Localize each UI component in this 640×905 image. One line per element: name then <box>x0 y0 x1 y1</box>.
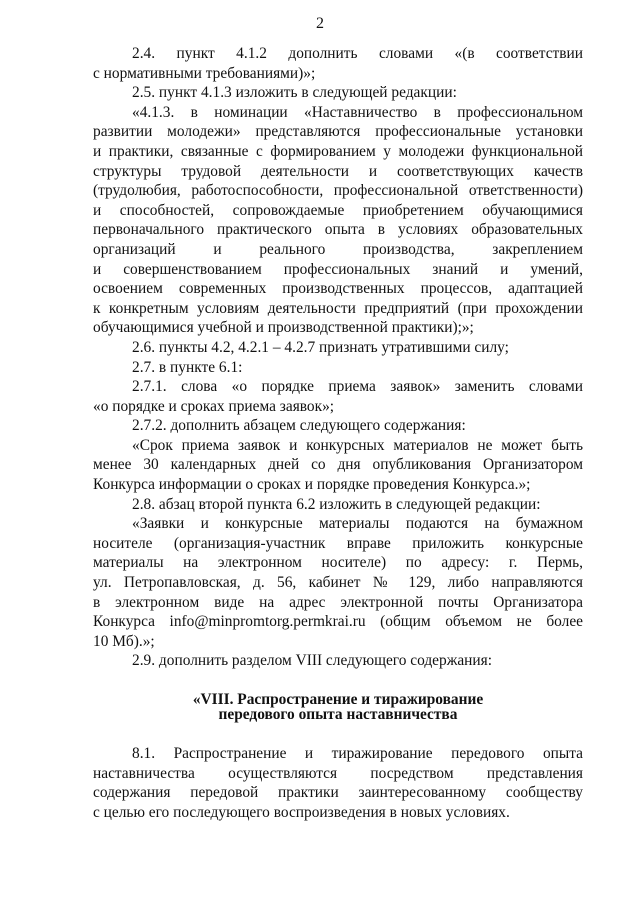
text-line: носителе (организация-участник вправе приложить конкурсные <box>93 534 583 552</box>
text-line: и практики, связанные с формированием у молодежи функциональной <box>93 142 583 160</box>
item-2-7-1 <box>93 377 583 416</box>
text-line: «Заявки и конкурсные материалы подаются на бумажном <box>132 515 583 533</box>
section-heading-line: передового опыта наставничества <box>218 706 458 723</box>
text-line: с целью его последующего воспроизведения в новых условиях. <box>93 803 510 821</box>
document-body <box>93 44 583 822</box>
text-line: материалы на электронном носителе) по адресу: г. Пермь, <box>93 554 583 572</box>
text-line: развитии молодежи» представляются профессиональные установки <box>93 123 583 141</box>
section-heading-line: «VIII. Распространение и тиражирование <box>192 691 484 708</box>
text-line: с нормативными требованиями)»; <box>93 64 316 82</box>
text-line: организаций и реального производства, закреплением <box>93 240 583 258</box>
text-line: и совершенствованием профессиональных знаний и умений, <box>93 260 583 278</box>
text-line: и способностей, сопровождаемые приобретением обучающимися <box>93 201 583 219</box>
text-line: 2.4. пункт 4.1.2 дополнить словами «(в соответствии <box>132 45 583 62</box>
text-line: в электронном виде на адрес электронной почты Организатора <box>93 593 583 611</box>
item-8-1 <box>93 744 583 822</box>
text-line: Конкурса info@minpromtorg.permkrai.ru (общим объемом не более <box>93 613 583 631</box>
text-line: к конкретным условиям деятельности предприятий (при прохождении <box>93 299 583 317</box>
text-line: (трудолюбия, работоспособности, профессиональной ответственности) <box>93 182 583 200</box>
item-2-7: 2.7. в пункте 6.1: <box>132 358 243 376</box>
text-line: первоначального практического опыта в условиях образовательных <box>93 221 583 239</box>
quote-srok-priema <box>93 436 583 495</box>
page-number: 2 <box>316 15 324 32</box>
text-line: Конкурса информации о сроках и порядке проведения Конкурса.»; <box>93 476 531 494</box>
section-heading <box>93 692 583 722</box>
text-line: «о порядке и сроках приема заявок»; <box>93 397 335 415</box>
quote-zayavki <box>93 514 583 651</box>
item-2-5: 2.5. пункт 4.1.3 изложить в следующей редакции: <box>132 84 457 102</box>
item-2-9: 2.9. дополнить разделом VIII следующего содержания: <box>132 652 492 670</box>
item-2-8: 2.8. абзац второй пункта 6.2 изложить в следующей редакции: <box>132 495 541 513</box>
text-line: наставничества осуществляются посредством представления <box>93 764 583 782</box>
item-2-7-2: 2.7.2. дополнить абзацем следующего содержания: <box>132 417 466 435</box>
text-line: 2.7.1. слова «о порядке приема заявок» заменить словами <box>132 378 583 396</box>
item-2-6: 2.6. пункты 4.2, 4.2.1 – 4.2.7 признать утратившими силу; <box>132 338 509 356</box>
text-line: обучающимися учебной и производственной практики);»; <box>93 319 474 337</box>
text-line: 10 Мб).»; <box>93 632 155 650</box>
text-line: структуры трудовой деятельности и соответствующих качеств <box>93 162 583 180</box>
text-line: «4.1.3. в номинации «Наставничество в профессиональном <box>132 103 583 121</box>
text-line: содержания передовой практики заинтересованному сообществу <box>93 784 583 802</box>
text-line: менее 30 календарных дней со дня опубликования Организатором <box>93 456 583 474</box>
item-2-4 <box>93 44 583 83</box>
text-line: 8.1. Распространение и тиражирование передового опыта <box>132 745 583 762</box>
item-4-1-3 <box>93 103 583 338</box>
text-line: освоением современных производственных процессов, адаптацией <box>93 280 583 298</box>
text-line: ул. Петропавловская, д. 56, кабинет № 129, либо направляются <box>93 574 583 592</box>
text-line: «Срок приема заявок и конкурсных материалов не может быть <box>132 436 583 454</box>
